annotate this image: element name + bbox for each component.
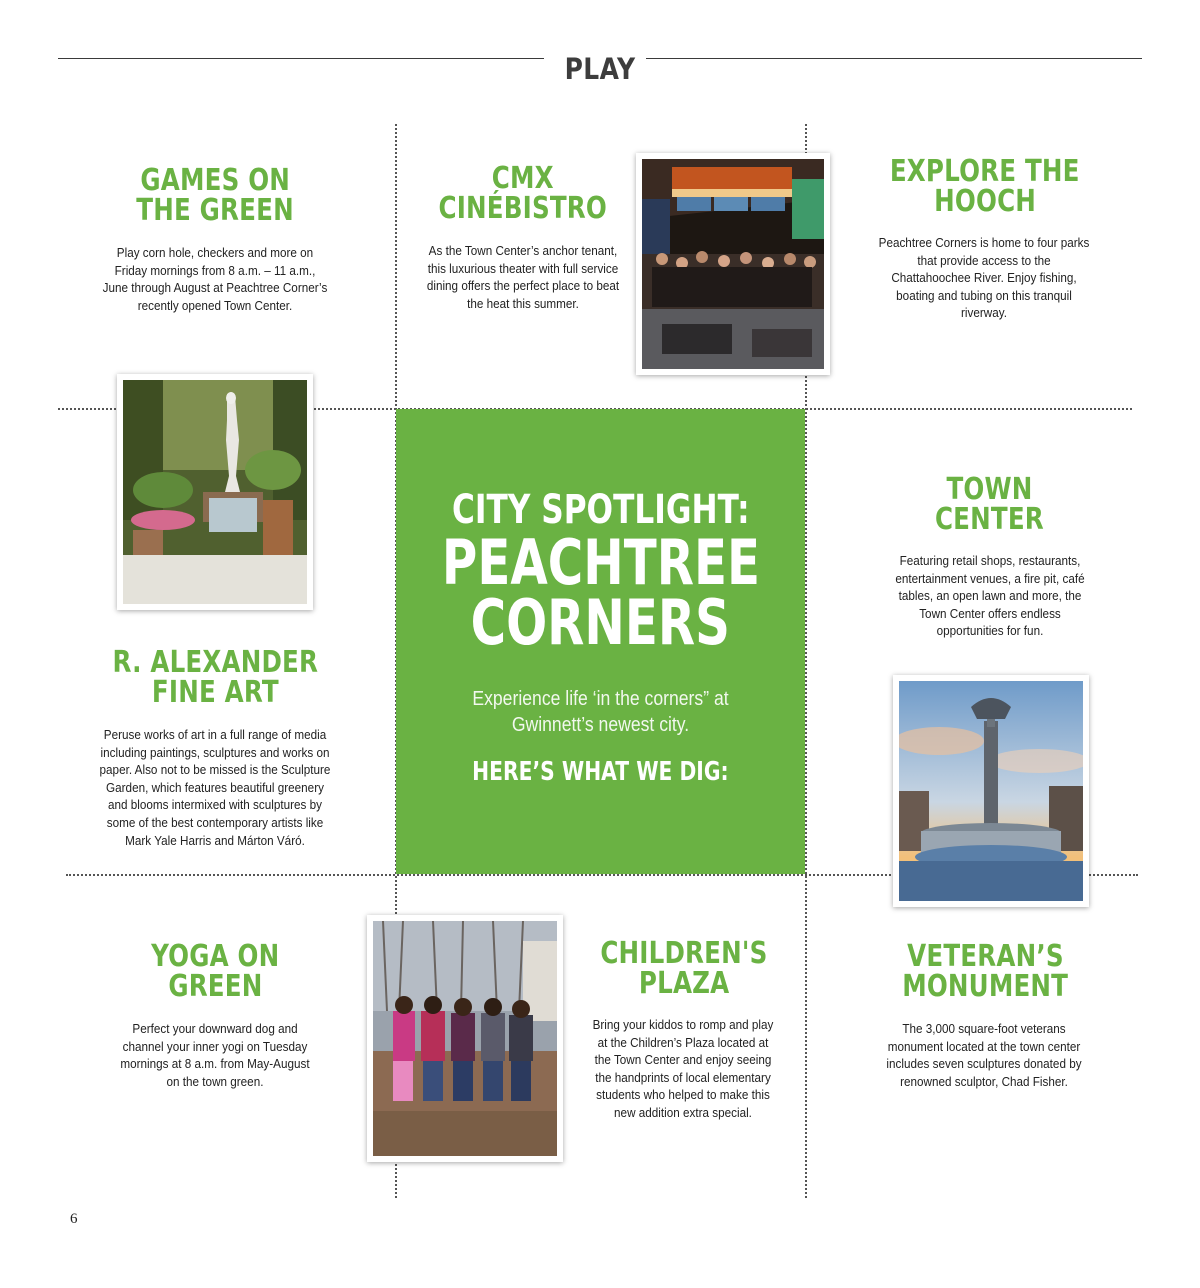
city-spotlight-panel <box>396 409 805 874</box>
games-text: Play corn hole, checkers and more on Friday mornings from 8 a.m. – 11 a.m., June through August at Peachtree Corner’s recently opened Town Center. <box>102 245 328 313</box>
spotlight-cta: HERE’S WHAT WE DIG: <box>472 757 729 787</box>
cinema-photo <box>636 153 830 375</box>
sculpture-garden-photo <box>117 374 313 610</box>
hooch-title: EXPLORE THE HOOCH <box>890 154 1080 219</box>
spotlight-city-name: PEACHTREE CORNERS <box>441 526 760 659</box>
section-title: PLAY <box>564 52 636 86</box>
fountain-photo <box>893 675 1089 907</box>
town-center-text: Featuring retail shops, restaurants, entertainment venues, a fire pit, café tables, an open lawn and more, the Town Center offers endless opportunities for fun. <box>895 553 1085 639</box>
alexander-text: Peruse works of art in a full range of media including paintings, sculptures and works on paper. Also not to be missed is the Sculpture Garden, which features beautiful greenery and blooms intermixed with sculptures by some of the best contemporary artists like Mark Yale Harris and Márton Váró. <box>99 727 331 848</box>
spotlight-kicker: CITY SPOTLIGHT: <box>451 487 750 533</box>
childrens-plaza-title: CHILDREN'S PLAZA <box>600 936 768 1001</box>
page-number: 6 <box>70 1211 78 1227</box>
town-center-title: TOWN CENTER <box>934 472 1044 537</box>
spotlight-tagline: Experience life ‘in the corners” at Gwinnett’s newest city. <box>472 688 729 736</box>
cmx-title: CMX CINÉBISTRO <box>438 161 608 226</box>
games-title: GAMES ON THE GREEN <box>136 163 294 228</box>
childrens-plaza-text: Bring your kiddos to romp and play at the Children’s Plaza located at the Town Center and enjoy seeing the handprints of local elementary students who helped to make this new addition extra special. <box>592 1017 774 1120</box>
veteran-text: The 3,000 square-foot veterans monument located at the town center includes seven sculptures donated by renowned sculptor, Chad Fisher. <box>886 1021 1082 1089</box>
veteran-title: VETERAN’S MONUMENT <box>902 939 1068 1004</box>
alexander-title: R. ALEXANDER FINE ART <box>112 645 318 710</box>
yoga-title: YOGA ON GREEN <box>150 939 280 1004</box>
hooch-text: Peachtree Corners is home to four parks that provide access to the Chattahoochee River. Enjoy fishing, boating and tubing on this tranquil riverway. <box>878 235 1090 321</box>
yoga-text: Perfect your downward dog and channel your inner yogi on Tuesday mornings at 8 a.m. from May-August on the town green. <box>120 1021 310 1089</box>
childrens-plaza-photo <box>367 915 563 1162</box>
cmx-text: As the Town Center’s anchor tenant, this luxurious theater with full service dining offers the perfect place to beat the heat this summer. <box>426 243 620 311</box>
